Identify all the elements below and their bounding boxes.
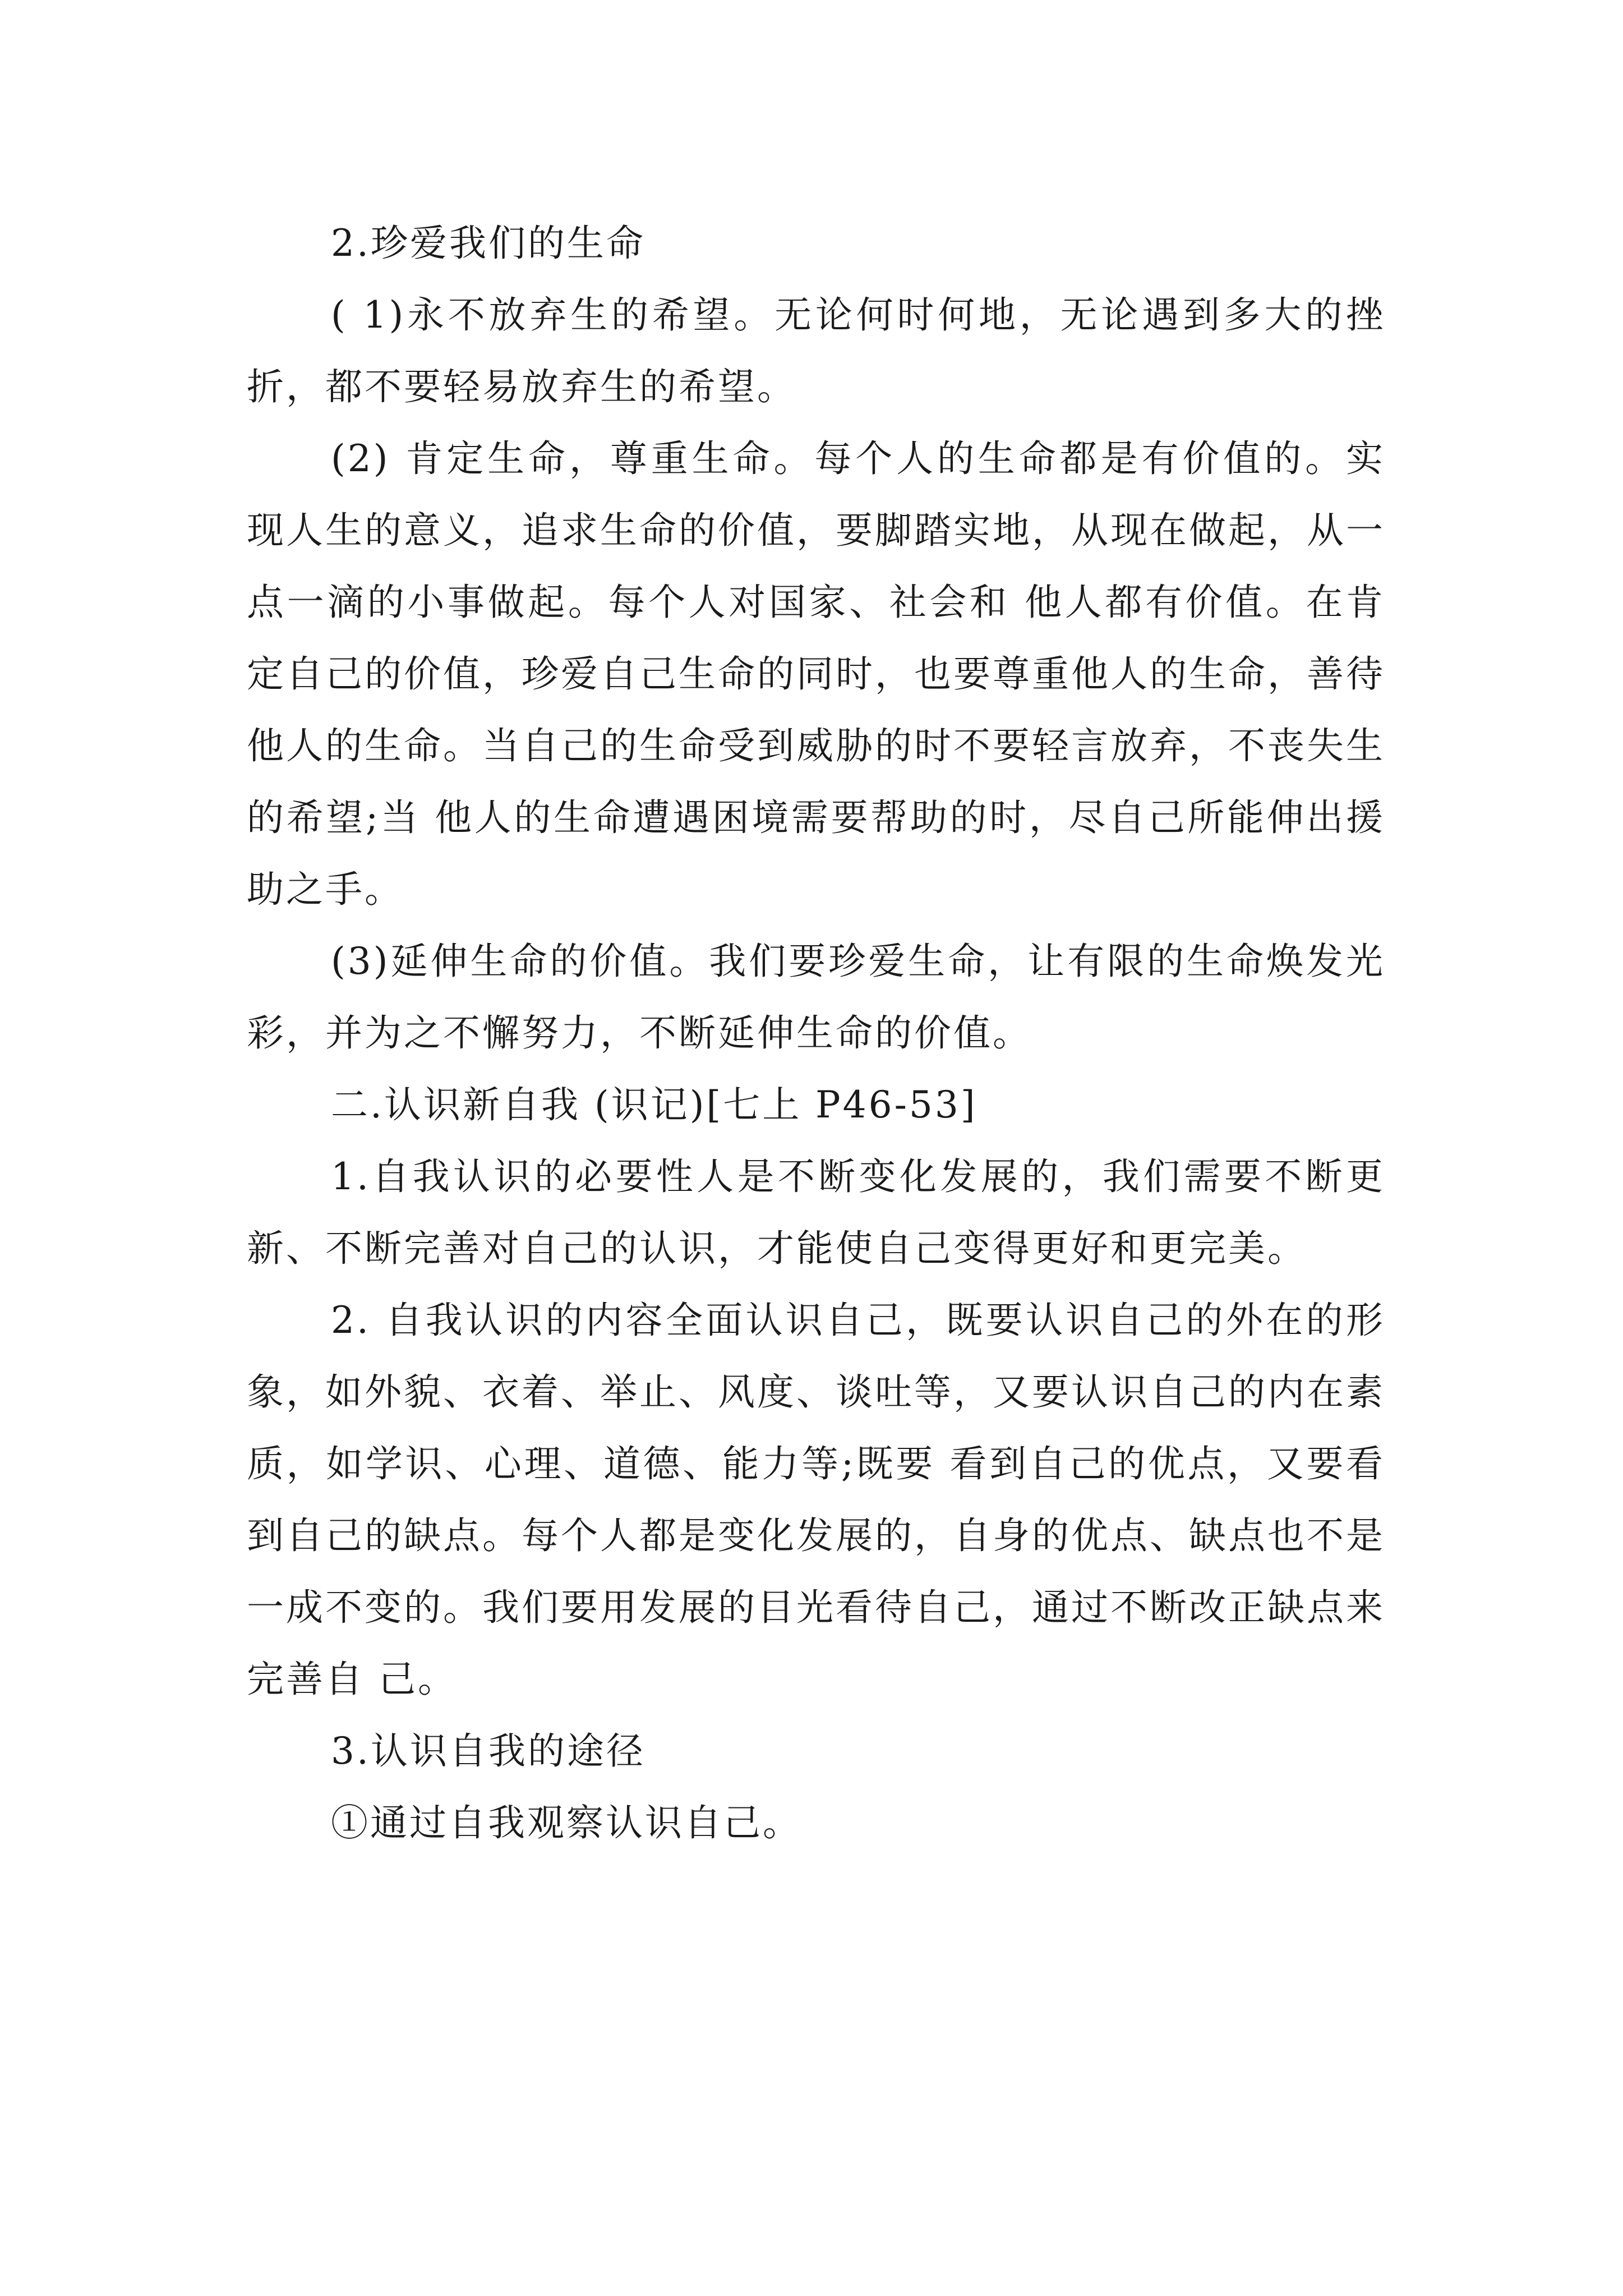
paragraph-extend-life-value: (3)延伸生命的价值。我们要珍爱生命，让有限的生命焕发光彩，并为之不懈努力，不断延伸生命的价值。 [247,940,1385,1055]
list-item-self-observation: ①通过自我观察认识自己。 [331,1801,802,1844]
document-body [247,208,1385,1859]
heading-cherish-life: 2.珍爱我们的生命 [331,222,645,265]
paragraph-self-knowledge-necessity: 1.自我认识的必要性人是不断变化发展的，我们需要不断更新、不断完善对自己的认识，才能使自己变得更好和更完美。 [247,1155,1385,1270]
paragraph-affirm-respect-life: (2) 肯定生命，尊重生命。每个人的生命都是有价值的。实现人生的意义，追求生命的价值，要脚踏实地，从现在做起，从一点一滴的小事做起。每个人对国家、社会和 他人都有价值。在肯定自己的价值，珍爱自己生命的同时，也要尊重他人的生命，善待他人的生命。当自己的生命受到威胁的时不要轻言放弃，不丧失生的希望;当 他人的生命遭遇困境需要帮助的时，尽自己所能伸出援助之手。 [247,437,1385,911]
paragraph-never-give-up: ( 1)永不放弃生的希望。无论何时何地，无论遇到多大的挫折，都不要轻易放弃生的希望。 [247,293,1385,408]
heading-know-new-self: 二.认识新自我 (识记)[七上 P46-53] [331,1083,978,1126]
heading-self-knowledge-ways: 3.认识自我的途径 [331,1729,645,1773]
paragraph-self-knowledge-content: 2. 自我认识的内容全面认识自己，既要认识自己的外在的形象，如外貌、衣着、举止、风度、谈吐等，又要认识自己的内在素质，如学识、心理、道德、能力等;既要 看到自己的优点，又要看到自己的缺点。每个人都是变化发展的，自身的优点、缺点也不是一成不变的。我们要用发展的目光看待自己，通过不断改正缺点来完善自 己。 [247,1299,1385,1701]
